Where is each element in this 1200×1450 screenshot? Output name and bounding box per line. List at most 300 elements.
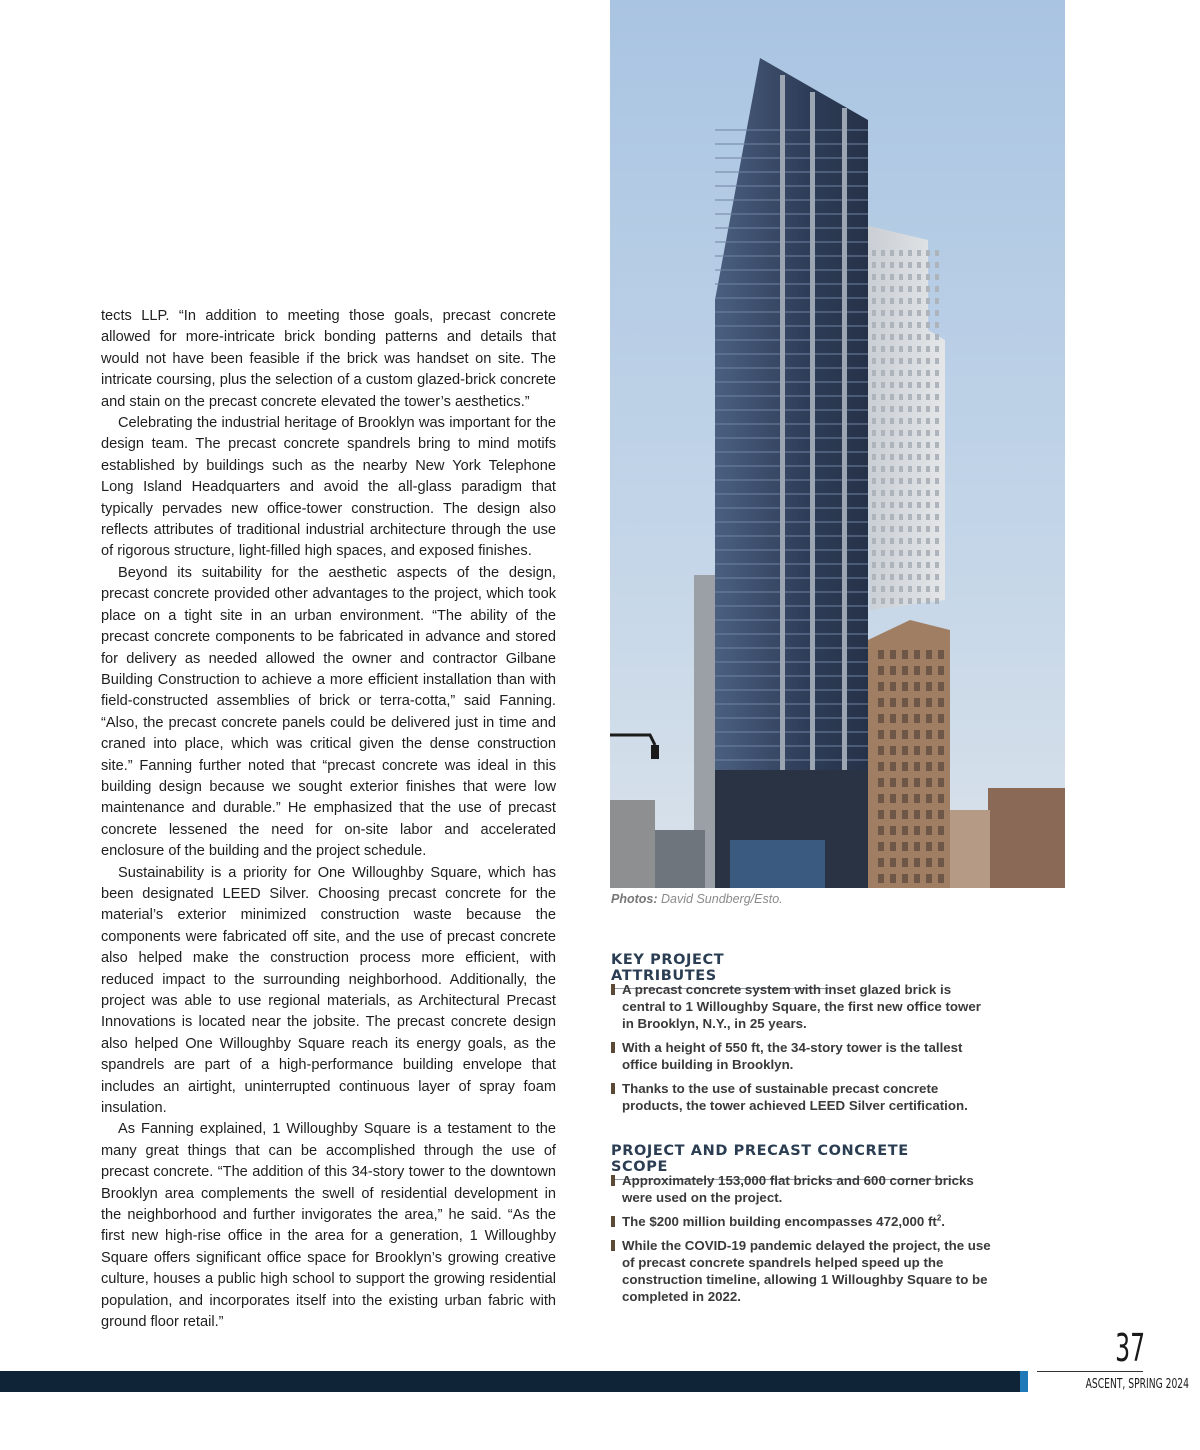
- brick-window: [902, 858, 908, 867]
- facade-panel: [935, 442, 939, 448]
- facade-panel: [917, 430, 921, 436]
- facade-panel: [917, 502, 921, 508]
- brick-window: [926, 714, 932, 723]
- brick-window: [878, 666, 884, 675]
- scope-heading: PROJECT AND PRECAST CONCRETE SCOPE: [611, 1143, 961, 1180]
- brick-window: [878, 698, 884, 707]
- facade-panel: [917, 370, 921, 376]
- brick-window: [914, 778, 920, 787]
- facade-panel: [917, 538, 921, 544]
- facade-panel: [881, 406, 885, 412]
- facade-panel: [926, 334, 930, 340]
- facade-panel: [872, 334, 876, 340]
- facade-panel: [908, 250, 912, 256]
- facade-panel: [899, 358, 903, 364]
- facade-panel: [872, 466, 876, 472]
- facade-panel: [908, 406, 912, 412]
- facade-panel: [917, 394, 921, 400]
- facade-panel: [881, 502, 885, 508]
- brick-window: [890, 762, 896, 771]
- facade-panel: [890, 370, 894, 376]
- facade-panel: [935, 574, 939, 580]
- brick-window: [926, 666, 932, 675]
- facade-panel: [908, 430, 912, 436]
- facade-panel: [890, 598, 894, 604]
- brick-window: [938, 650, 944, 659]
- facade-panel: [872, 298, 876, 304]
- facade-panel: [908, 322, 912, 328]
- facade-panel: [872, 574, 876, 580]
- facade-panel: [926, 346, 930, 352]
- facade-panel: [917, 334, 921, 340]
- list-item-tail: .: [941, 1214, 945, 1229]
- list-item: [611, 981, 991, 1032]
- page-number: 37: [1115, 1326, 1146, 1370]
- facade-panel: [872, 346, 876, 352]
- footer-accent: [1020, 1371, 1028, 1392]
- facade-panel: [926, 322, 930, 328]
- facade-panel: [935, 334, 939, 340]
- facade-panel: [926, 418, 930, 424]
- facade-panel: [899, 454, 903, 460]
- brick-window: [938, 762, 944, 771]
- facade-panel: [926, 394, 930, 400]
- facade-panel: [908, 526, 912, 532]
- facade-panel: [935, 370, 939, 376]
- facade-panel: [881, 394, 885, 400]
- facade-panel: [881, 382, 885, 388]
- superscript: 2: [936, 1213, 942, 1223]
- facade-panel: [935, 598, 939, 604]
- facade-panel: [881, 286, 885, 292]
- brick-window: [878, 762, 884, 771]
- facade-panel: [899, 466, 903, 472]
- facade-panel: [935, 514, 939, 520]
- facade-panel: [926, 382, 930, 388]
- article-paragraph: tects LLP. “In addition to meeting those goals, precast concrete allowed for more-intricate brick bonding patterns and details that would not have been feasible if the brick was handset on site. The intricate coursing, plus the selection of a custom glazed-brick concrete and stain on the precast concrete elevated the tower’s aesthetics.”: [101, 308, 556, 410]
- list-item-text: The $200 million building encompasses 472,000 ft: [622, 1214, 937, 1229]
- facade-panel: [917, 478, 921, 484]
- brick-window: [878, 682, 884, 691]
- facade-panel: [890, 454, 894, 460]
- facade-panel: [872, 538, 876, 544]
- brick-window: [902, 682, 908, 691]
- facade-panel: [899, 478, 903, 484]
- facade-panel: [899, 526, 903, 532]
- facade-panel: [935, 550, 939, 556]
- facade-panel: [935, 490, 939, 496]
- facade-panel: [890, 538, 894, 544]
- brick-window: [890, 730, 896, 739]
- brick-window: [902, 874, 908, 883]
- facade-panel: [899, 394, 903, 400]
- facade-panel: [908, 358, 912, 364]
- brick-window: [902, 666, 908, 675]
- facade-panel: [890, 418, 894, 424]
- facade-panel: [908, 298, 912, 304]
- article-paragraph: Beyond its suitability for the aesthetic aspects of the design, precast concrete provided other advantages to the project, which took place on a tight site in an urban environment. “The ability of the precast concrete components to be fabricated in advance and stored for delivery as needed allowed the owner and contractor Gilbane Building Construction to achieve a more efficient installation than with field-constructed assemblies of brick or terra-cotta,” said Fanning. “Also, the precast concrete panels could be delivered just in time and craned into place, which was critical given the dense construction site.” Fanning further noted that “precast concrete was ideal in this building design because we sought exterior finishes that were low maintenance and durable.” He emphasized that the use of precast concrete lessened the need for on-site labor and accelerated enclosure of the building and the project schedule.: [101, 564, 556, 860]
- facade-panel: [935, 454, 939, 460]
- brick-window: [914, 874, 920, 883]
- brick-window: [938, 858, 944, 867]
- facade-panel: [881, 538, 885, 544]
- facade-panel: [899, 346, 903, 352]
- bullet-marker: [611, 984, 615, 995]
- brick-window: [914, 666, 920, 675]
- facade-panel: [890, 430, 894, 436]
- facade-panel: [926, 358, 930, 364]
- article-paragraph: As Fanning explained, 1 Willoughby Square is a testament to the many great things that can be accomplished through the use of precast concrete. “The addition of this 34-story tower to the downtown Brooklyn area complements the swell of residential development in the neighborhood and further invigorates the area,” he said. “As the first new high-rise office in the area for a generation, 1 Willoughby Square offers significant office space for Brooklyn’s growing creative culture, houses a public high school to support the growing residential population, and incorporates itself into the existing urban fabric with ground floor retail.”: [101, 1121, 556, 1331]
- brick-window: [890, 650, 896, 659]
- facade-panel: [881, 298, 885, 304]
- facade-panel: [935, 430, 939, 436]
- brick-window: [938, 826, 944, 835]
- facade-panel: [908, 550, 912, 556]
- facade-panel: [926, 538, 930, 544]
- brick-window: [926, 874, 932, 883]
- facade-panel: [926, 562, 930, 568]
- facade-panel: [926, 310, 930, 316]
- facade-panel: [926, 586, 930, 592]
- list-item-text: A precast concrete system with inset glazed brick is central to 1 Willoughby Square, the first new office tower in Brooklyn, N.Y., in 25 years.: [622, 982, 981, 1031]
- facade-panel: [881, 442, 885, 448]
- brick-window: [938, 778, 944, 787]
- facade-panel: [917, 562, 921, 568]
- brick-window: [926, 810, 932, 819]
- facade-panel: [917, 466, 921, 472]
- facade-panel: [881, 370, 885, 376]
- facade-panel: [935, 286, 939, 292]
- facade-panel: [890, 286, 894, 292]
- brick-window: [914, 810, 920, 819]
- facade-panel: [881, 478, 885, 484]
- facade-panel: [908, 502, 912, 508]
- facade-panel: [890, 574, 894, 580]
- brick-window: [914, 698, 920, 707]
- brick-window: [926, 650, 932, 659]
- brick-window: [890, 682, 896, 691]
- bullet-marker: [611, 1083, 615, 1094]
- facade-panel: [881, 334, 885, 340]
- issue-text: ASCENT, SPRING 2024: [1085, 1376, 1189, 1392]
- brick-window: [914, 730, 920, 739]
- facade-panel: [908, 538, 912, 544]
- facade-panel: [872, 358, 876, 364]
- facade-panel: [908, 478, 912, 484]
- facade-panel: [890, 334, 894, 340]
- brick-window: [914, 650, 920, 659]
- brick-window: [926, 858, 932, 867]
- brick-window: [878, 794, 884, 803]
- brick-window: [914, 746, 920, 755]
- facade-panel: [872, 550, 876, 556]
- facade-panel: [917, 346, 921, 352]
- facade-panel: [926, 574, 930, 580]
- facade-panel: [935, 262, 939, 268]
- facade-panel: [908, 346, 912, 352]
- facade-panel: [881, 430, 885, 436]
- facade-panel: [935, 586, 939, 592]
- brick-window: [902, 698, 908, 707]
- footer-bar: [0, 1371, 1020, 1392]
- facade-panel: [935, 406, 939, 412]
- bullet-marker: [611, 1216, 615, 1227]
- facade-panel: [935, 562, 939, 568]
- brick-window: [890, 826, 896, 835]
- key-attributes-heading: KEY PROJECT ATTRIBUTES: [611, 952, 829, 989]
- facade-panel: [935, 250, 939, 256]
- facade-panel: [917, 322, 921, 328]
- brick-window: [902, 650, 908, 659]
- brick-window: [878, 858, 884, 867]
- facade-panel: [890, 478, 894, 484]
- brick-window: [890, 858, 896, 867]
- brick-window: [938, 730, 944, 739]
- facade-panel: [908, 262, 912, 268]
- facade-panel: [926, 442, 930, 448]
- brick-window: [926, 746, 932, 755]
- facade-panel: [890, 250, 894, 256]
- brick-window: [938, 698, 944, 707]
- bullet-marker: [611, 1240, 615, 1251]
- brick-window: [878, 826, 884, 835]
- facade-panel: [926, 370, 930, 376]
- facade-panel: [872, 370, 876, 376]
- facade-panel: [872, 598, 876, 604]
- facade-panel: [890, 442, 894, 448]
- brick-window: [890, 842, 896, 851]
- facade-panel: [908, 310, 912, 316]
- facade-panel: [899, 250, 903, 256]
- facade-panel: [917, 274, 921, 280]
- facade-panel: [935, 526, 939, 532]
- brick-window: [890, 666, 896, 675]
- brick-window: [878, 810, 884, 819]
- facade-panel: [872, 514, 876, 520]
- brick-window: [914, 842, 920, 851]
- facade-panel: [890, 466, 894, 472]
- brick-window: [914, 762, 920, 771]
- facade-panel: [908, 466, 912, 472]
- list-item: [611, 1237, 991, 1305]
- facade-panel: [908, 370, 912, 376]
- facade-panel: [935, 466, 939, 472]
- facade-panel: [872, 250, 876, 256]
- brick-window: [926, 842, 932, 851]
- facade-panel: [890, 526, 894, 532]
- list-item: [611, 1213, 991, 1230]
- facade-panel: [890, 394, 894, 400]
- issue-label: [1037, 1376, 1189, 1392]
- facade-panel: [881, 514, 885, 520]
- facade-panel: [899, 406, 903, 412]
- facade-panel: [881, 562, 885, 568]
- list-item-text: Approximately 153,000 flat bricks and 600 corner bricks were used on the project.: [622, 1173, 974, 1205]
- facade-panel: [908, 562, 912, 568]
- facade-panel: [935, 322, 939, 328]
- facade-panel: [917, 382, 921, 388]
- facade-panel: [908, 586, 912, 592]
- brick-window: [926, 762, 932, 771]
- brick-window: [938, 666, 944, 675]
- facade-panel: [899, 274, 903, 280]
- facade-panel: [935, 274, 939, 280]
- facade-panel: [908, 442, 912, 448]
- brick-window: [890, 778, 896, 787]
- facade-panel: [899, 514, 903, 520]
- facade-panel: [926, 286, 930, 292]
- facade-panel: [926, 298, 930, 304]
- facade-panel: [890, 586, 894, 592]
- facade-panel: [899, 322, 903, 328]
- facade-panel: [899, 550, 903, 556]
- key-attributes-list: [611, 981, 991, 1121]
- brick-window: [878, 714, 884, 723]
- facade-panel: [881, 526, 885, 532]
- facade-panel: [926, 490, 930, 496]
- facade-panel: [890, 490, 894, 496]
- facade-panel: [899, 310, 903, 316]
- facade-panel: [917, 262, 921, 268]
- brick-window: [878, 874, 884, 883]
- facade-panel: [917, 358, 921, 364]
- facade-panel: [881, 322, 885, 328]
- facade-panel: [872, 478, 876, 484]
- facade-panel: [899, 286, 903, 292]
- facade-panel: [917, 598, 921, 604]
- facade-panel: [881, 574, 885, 580]
- facade-panel: [908, 418, 912, 424]
- brick-window: [938, 682, 944, 691]
- facade-panel: [926, 406, 930, 412]
- facade-panel: [872, 382, 876, 388]
- facade-panel: [908, 394, 912, 400]
- facade-panel: [908, 454, 912, 460]
- facade-panel: [926, 454, 930, 460]
- facade-panel: [881, 550, 885, 556]
- brick-window: [938, 746, 944, 755]
- brick-window: [938, 714, 944, 723]
- facade-panel: [890, 322, 894, 328]
- facade-panel: [917, 550, 921, 556]
- facade-panel: [899, 574, 903, 580]
- facade-panel: [926, 526, 930, 532]
- facade-panel: [935, 502, 939, 508]
- facade-panel: [881, 586, 885, 592]
- facade-panel: [881, 454, 885, 460]
- brick-window: [914, 858, 920, 867]
- brick-window: [878, 730, 884, 739]
- facade-panel: [926, 250, 930, 256]
- facade-panel: [908, 286, 912, 292]
- facade-panel: [872, 418, 876, 424]
- brick-window: [926, 730, 932, 739]
- facade-panel: [899, 586, 903, 592]
- facade-panel: [935, 298, 939, 304]
- facade-panel: [917, 454, 921, 460]
- facade-panel: [890, 274, 894, 280]
- facade-panel: [890, 562, 894, 568]
- facade-panel: [890, 550, 894, 556]
- facade-panel: [881, 274, 885, 280]
- brick-window: [914, 826, 920, 835]
- facade-panel: [899, 538, 903, 544]
- page-number-rule: [1037, 1371, 1143, 1372]
- facade-panel: [926, 598, 930, 604]
- facade-panel: [935, 358, 939, 364]
- facade-panel: [908, 490, 912, 496]
- facade-panel: [872, 490, 876, 496]
- facade-panel: [935, 418, 939, 424]
- list-item: [611, 1039, 991, 1073]
- facade-panel: [890, 346, 894, 352]
- facade-panel: [926, 262, 930, 268]
- brick-window: [902, 794, 908, 803]
- facade-panel: [926, 274, 930, 280]
- facade-panel: [881, 490, 885, 496]
- facade-panel: [917, 418, 921, 424]
- facade-panel: [881, 310, 885, 316]
- facade-panel: [899, 298, 903, 304]
- brick-window: [902, 714, 908, 723]
- facade-panel: [899, 442, 903, 448]
- facade-panel: [899, 370, 903, 376]
- facade-panel: [899, 598, 903, 604]
- facade-panel: [908, 382, 912, 388]
- facade-panel: [872, 562, 876, 568]
- facade-panel: [899, 418, 903, 424]
- brick-window: [902, 810, 908, 819]
- facade-panel: [935, 394, 939, 400]
- article-paragraph: Sustainability is a priority for One Willoughby Square, which has been designated LEED Silver. Choosing precast concrete for the material’s exterior minimized construction waste because the components were fabricated off site, and the use of precast concrete also helped make the construction process more efficient, with reduced impact to the surrounding neighborhood. Additionally, the project was able to use regional materials, as Architectural Precast Innovations is located near the jobsite. The precast concrete design also helped One Willoughby Square reach its energy goals, as the spandrels are part of a high-performance building envelope that includes an airtight, uninterrupted continuous layer of spray foam insulation.: [101, 864, 556, 1117]
- facade-panel: [881, 346, 885, 352]
- brick-window: [938, 874, 944, 883]
- facade-panel: [917, 406, 921, 412]
- brick-window: [890, 746, 896, 755]
- brick-window: [890, 874, 896, 883]
- brick-window: [890, 794, 896, 803]
- facade-panel: [908, 274, 912, 280]
- facade-panel: [890, 310, 894, 316]
- brick-window: [914, 714, 920, 723]
- facade-panel: [926, 430, 930, 436]
- facade-panel: [890, 358, 894, 364]
- article-paragraph: Celebrating the industrial heritage of Brooklyn was important for the design team. The precast concrete spandrels bring to mind motifs established by buildings such as the nearby New York Telephone Long Island Headquarters and avoid the all-glass paradigm that typically pervades new office-tower construction. The design also reflects attributes of traditional industrial architecture through the use of rigorous structure, light-filled high spaces, and exposed finishes.: [101, 415, 556, 560]
- brick-window: [938, 794, 944, 803]
- scope-list: [611, 1172, 991, 1312]
- facade-panel: [917, 286, 921, 292]
- facade-panel: [890, 262, 894, 268]
- facade-panel: [935, 478, 939, 484]
- list-item: [611, 1080, 991, 1114]
- photo-credit-name: David Sundberg/Esto.: [661, 892, 783, 906]
- list-item-text: With a height of 550 ft, the 34-story tower is the tallest office building in Brooklyn.: [622, 1040, 963, 1072]
- facade-panel: [890, 502, 894, 508]
- brick-window: [902, 842, 908, 851]
- facade-panel: [890, 298, 894, 304]
- facade-panel: [881, 358, 885, 364]
- bullet-marker: [611, 1042, 615, 1053]
- facade-panel: [872, 310, 876, 316]
- brick-window: [914, 794, 920, 803]
- facade-panel: [935, 382, 939, 388]
- brick-window: [878, 746, 884, 755]
- brick-window: [902, 778, 908, 787]
- facade-panel: [926, 514, 930, 520]
- photo-credit: [611, 892, 783, 906]
- tower-photo: [610, 0, 1065, 888]
- facade-panel: [890, 514, 894, 520]
